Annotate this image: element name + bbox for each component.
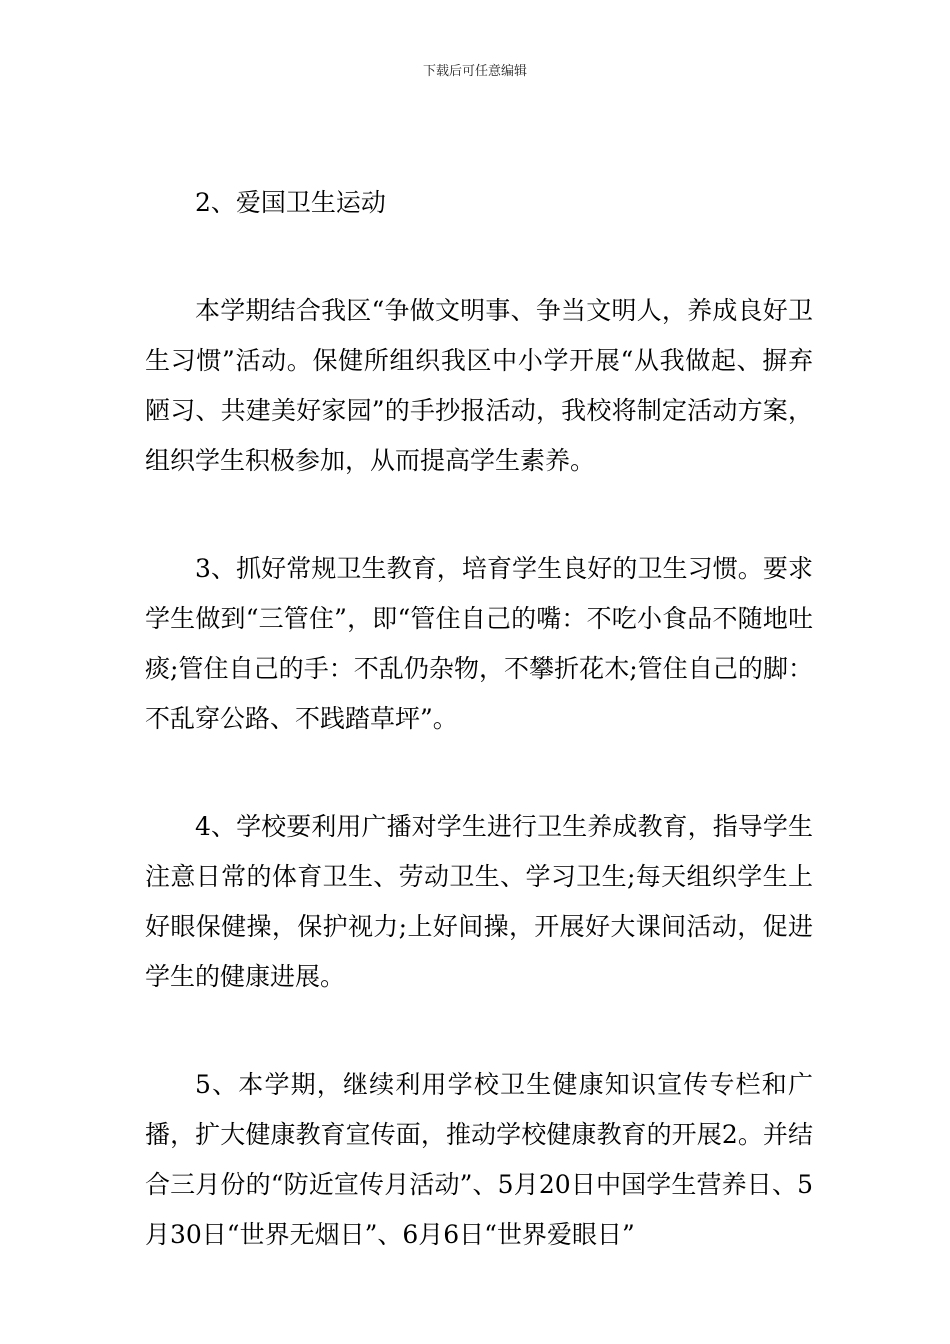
page-header: 下载后可任意编辑 (422, 64, 527, 79)
paragraph-broadcast-education: 4、学校要利用广播对学生进行卫生养成教育，指导学生注意日常的体育卫生、劳动卫生、学习卫生;每天组织学生上好眼保健操，保护视力;上好间操，开展好大课间活动，促进学生的健康进展。 (145, 812, 813, 991)
document-body (145, 178, 813, 1318)
paragraph-handwritten-newspaper: 本学期结合我区“争做文明事、争当文明人，养成良好卫生习惯”活动。保健所组织我区中小学开展“从我做起、摒弃陋习、共建美好家园”的手抄报活动，我校将制定活动方案，组织学生积极参加，从而提高学生素养。 (145, 296, 813, 475)
paragraph-hygiene-education: 3、抓好常规卫生教育，培育学生良好的卫生习惯。要求学生做到“三管住”，即“管住自己的嘴：不吃小食品不随地吐痰;管住自己的手：不乱仍杂物，不攀折花木;管住自己的脚：不乱穿公路、不践踏草坪”。 (145, 554, 813, 733)
paragraph-health-publicity: 5、本学期，继续利用学校卫生健康知识宣传专栏和广播，扩大健康教育宣传面，推动学校健康教育的开展2。并结合三月份的“防近宣传月活动”、5月20日中国学生营养日、5月30日“世界无烟日”、6月6日“世界爱眼日” (145, 1070, 813, 1249)
section-heading-patriotic-health: 2、爱国卫生运动 (195, 188, 386, 217)
